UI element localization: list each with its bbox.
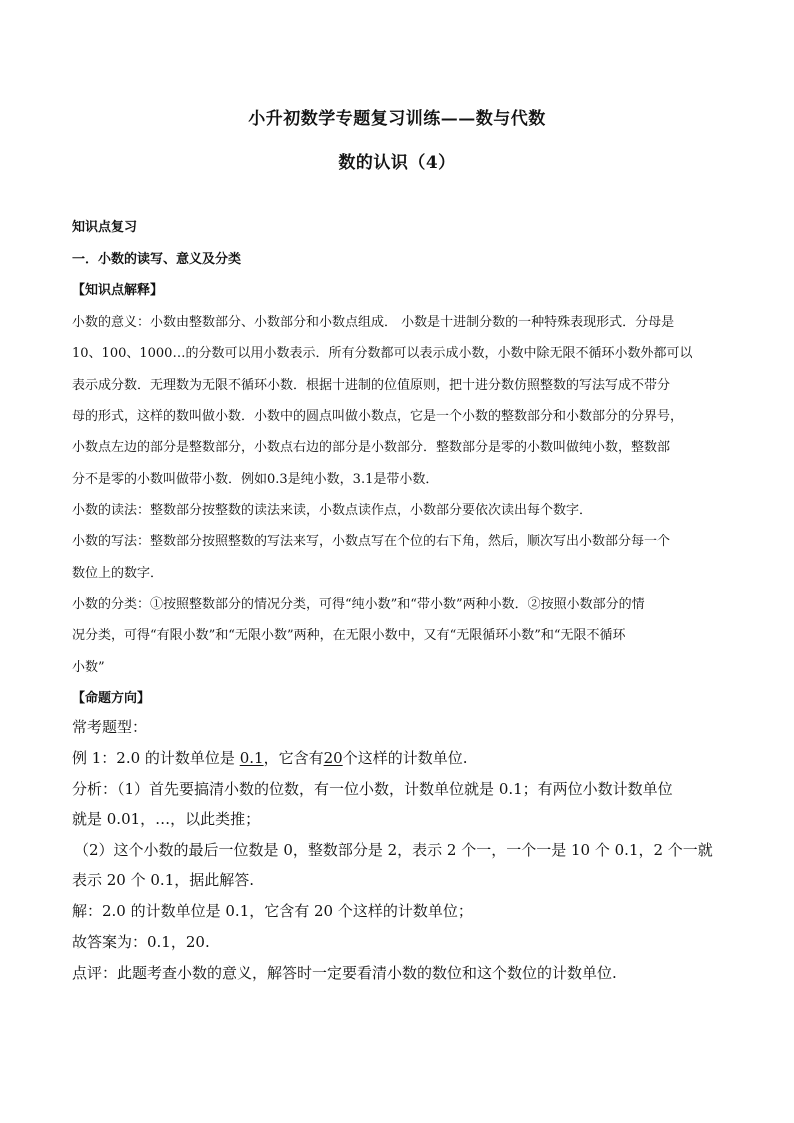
meaning-line: 母的形式，这样的数叫做小数．小数中的圆点叫做小数点，它是一个小数的整数部分和小数部分的分界号， — [72, 409, 684, 424]
analysis-line: 表示 20 个 0.1，据此解答. — [72, 871, 255, 889]
class-line: 小数的分类：①按照整数部分的情况分类，可得“纯小数”和“带小数”两种小数．②按照小数部分的情 — [72, 597, 645, 612]
direction-heading: 【命题方向】 — [72, 691, 151, 706]
meaning-line: 表示成分数．无理数为无限不循环小数．根据十进制的位值原则，把十进分数仿照整数的写法写成不带分 — [72, 378, 671, 393]
explain-heading: 【知识点解释】 — [72, 283, 164, 298]
page-title: 小升初数学专题复习训练——数与代数 — [248, 109, 546, 129]
class-line: 小数” — [72, 660, 105, 675]
analysis-line: （2）这个小数的最后一位数是 0，整数部分是 2，表示 2 个一，一个一是 10 个 0.1，2 个一就 — [74, 841, 713, 859]
reading-line: 小数的读法：整数部分按整数的读法来读，小数点读作点，小数部分要依次读出每个数字． — [72, 503, 593, 518]
comment-line: 点评：此题考查小数的意义，解答时一定要看清小数的数位和这个数位的计数单位. — [72, 964, 617, 982]
question-suffix: 个这样的计数单位. — [342, 749, 468, 767]
answer-line: 故答案为：0.1，20. — [72, 933, 210, 951]
solution-line: 解：2.0 的计数单位是 0.1，它含有 20 个这样的计数单位； — [72, 902, 473, 920]
analysis-line: 就是 0.01，…，以此类推； — [72, 810, 261, 828]
class-line: 况分类，可得“有限小数”和“无限小数”两种，在无限小数中，又有“无限循环小数”和“无限不循环 — [72, 628, 626, 643]
meaning-line: 小数的意义：小数由整数部分、小数部分和小数点组成． 小数是十进制分数的一种特殊表现形式．分母是 — [72, 315, 675, 330]
question-mid: ，它含有 — [263, 749, 324, 767]
common-label: 常考题型： — [72, 718, 148, 736]
review-heading: 知识点复习 — [72, 220, 138, 235]
example-question — [72, 747, 467, 768]
meaning-line: 分不是零的小数叫做带小数．例如0.3是纯小数，3.1是带小数． — [72, 472, 439, 487]
answer-blank-2: 20 — [323, 749, 343, 767]
analysis-line: 分析：（1）首先要搞清小数的位数，有一位小数，计数单位就是 0.1；有两位小数计数单位 — [72, 780, 673, 798]
meaning-line: 10、100、1000…的分数可以用小数表示．所有分数都可以表示成小数，小数中除无限不循环小数外都可以 — [72, 346, 693, 361]
page-subtitle: 数的认识（4） — [338, 153, 456, 173]
writing-line: 小数的写法：整数部分按照整数的写法来写，小数点写在个位的右下角，然后，顺次写出小数部分每一个 — [72, 534, 671, 549]
topic-heading: 一．小数的读写、意义及分类 — [72, 252, 242, 267]
writing-line: 数位上的数字． — [72, 566, 164, 581]
answer-blank-1: 0.1 — [239, 749, 264, 767]
meaning-line: 小数点左边的部分是整数部分，小数点右边的部分是小数部分．整数部分是零的小数叫做纯小数，整数部 — [72, 440, 671, 455]
question-prefix: 例 1：2.0 的计数单位是 — [72, 749, 235, 767]
